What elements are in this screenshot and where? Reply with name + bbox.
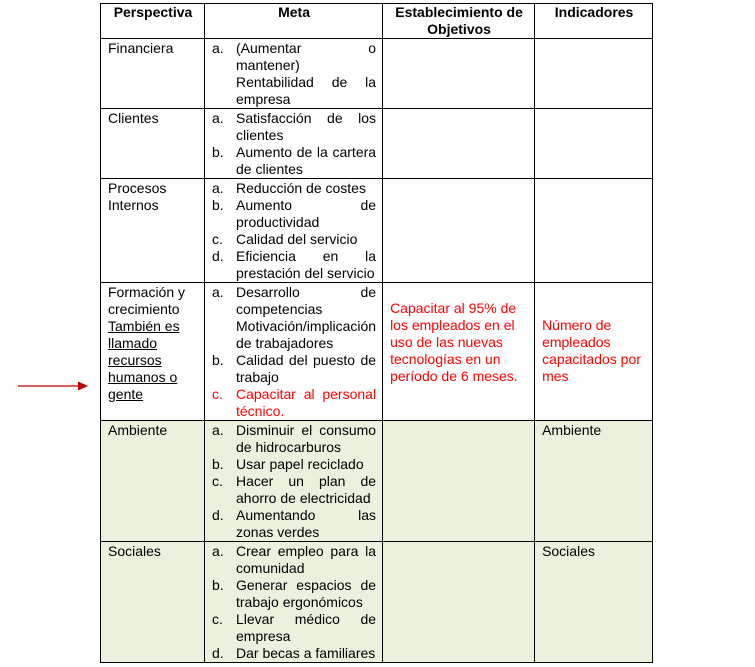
list-marker: d.: [212, 248, 224, 264]
list-marker: b.: [212, 144, 224, 160]
table-row: [101, 109, 653, 179]
list-item: [212, 180, 376, 197]
goal-text: Llevar médico de empresa: [236, 611, 377, 644]
perspective-note: También es llamado recursos humanos o gente: [108, 318, 180, 402]
goals-cell: [205, 179, 383, 283]
list-marker: a.: [212, 180, 224, 196]
objective-cell: [383, 421, 535, 542]
table-row: [101, 39, 653, 109]
goal-text: (Aumentar o mantener) Rentabilidad de la empresa: [236, 40, 377, 107]
perspective-label: Clientes: [108, 110, 159, 126]
perspective-label: Financiera: [108, 40, 174, 56]
goal-text: Aumento de productividad: [236, 197, 377, 230]
list-item: [212, 507, 376, 541]
list-marker: b.: [212, 197, 224, 213]
goals-list: [212, 180, 376, 282]
perspective-label: Procesos Internos: [108, 180, 167, 213]
perspective-cell: [101, 283, 205, 421]
list-item: [212, 577, 376, 611]
goal-text: Hacer un plan de ahorro de electricidad: [236, 473, 377, 506]
list-marker: c.: [212, 386, 223, 402]
goals-cell: [205, 39, 383, 109]
list-marker: c.: [212, 473, 223, 489]
perspective-label: Formación y crecimiento: [108, 284, 186, 317]
indicator-cell: Número de empleados capacitados por mes: [535, 283, 653, 421]
list-item: [212, 144, 376, 178]
goal-text: Crear empleo para la comunidad: [236, 543, 377, 576]
list-marker: c.: [212, 611, 223, 627]
list-marker: a.: [212, 110, 224, 126]
header-row: [101, 4, 653, 39]
header-objetivos: Establecimiento de Objetivos: [383, 4, 535, 39]
list-marker: d.: [212, 507, 224, 523]
balanced-scorecard-table: [100, 3, 653, 663]
perspective-cell: [101, 109, 205, 179]
goal-text: Satisfacción de los clientes: [236, 110, 377, 143]
list-item: [212, 284, 376, 352]
goals-list: [212, 543, 376, 662]
table-row: [101, 421, 653, 542]
list-marker: b.: [212, 456, 224, 472]
perspective-label: Sociales: [108, 543, 161, 559]
goal-text: Aumento de la cartera de clientes: [236, 144, 377, 177]
goals-list: [212, 284, 376, 420]
goal-text: Desarrollo de competencias Motivación/implicación de trabajadores: [236, 284, 377, 351]
goal-text: Eficiencia en la prestación del servicio: [236, 248, 377, 281]
list-item: [212, 611, 376, 645]
list-marker: a.: [212, 284, 224, 300]
objective-cell: [383, 109, 535, 179]
objective-cell: [383, 179, 535, 283]
list-item: [212, 110, 376, 144]
goal-text: Aumentando las zonas verdes: [236, 507, 377, 540]
list-item: [212, 248, 376, 282]
objective-cell: [383, 542, 535, 663]
goal-text: Calidad del servicio: [236, 231, 358, 247]
list-marker: d.: [212, 645, 224, 661]
goals-cell: [205, 421, 383, 542]
indicator-cell: Ambiente: [535, 421, 653, 542]
goal-text: Usar papel reciclado: [236, 456, 364, 472]
header-indicadores: Indicadores: [535, 4, 653, 39]
header-meta: Meta: [205, 4, 383, 39]
arrow-right-icon: [18, 380, 88, 392]
perspective-cell: [101, 179, 205, 283]
indicator-cell: Sociales: [535, 542, 653, 663]
goals-cell: [205, 109, 383, 179]
list-item: [212, 645, 376, 662]
indicator-cell: [535, 179, 653, 283]
goal-text: Dar becas a familiares: [236, 645, 376, 661]
perspective-cell: [101, 542, 205, 663]
objective-cell: [383, 39, 535, 109]
table-row: [101, 542, 653, 663]
goal-text-highlighted: Capacitar al personal técnico.: [236, 386, 377, 419]
goals-list: [212, 422, 376, 541]
list-item: [212, 386, 376, 420]
table-row: [101, 283, 653, 421]
list-marker: b.: [212, 577, 224, 593]
perspective-label: Ambiente: [108, 422, 168, 438]
goal-text: Calidad del puesto de trabajo: [236, 352, 377, 385]
list-marker: b.: [212, 352, 224, 368]
goals-list: [212, 110, 376, 178]
perspective-cell: [101, 421, 205, 542]
list-item: [212, 197, 376, 231]
list-item: [212, 422, 376, 456]
indicator-cell: [535, 109, 653, 179]
list-item: [212, 456, 376, 473]
header-perspectiva: Perspectiva: [101, 4, 205, 39]
goals-cell: [205, 542, 383, 663]
table-row: [101, 179, 653, 283]
goal-text: Reducción de costes: [236, 180, 366, 196]
list-item: [212, 231, 376, 248]
list-marker: a.: [212, 422, 224, 438]
list-marker: a.: [212, 543, 224, 559]
indicator-cell: [535, 39, 653, 109]
goal-text: Generar espacios de trabajo ergonómicos: [236, 577, 377, 610]
list-item: [212, 543, 376, 577]
list-item: [212, 473, 376, 507]
list-item: [212, 40, 376, 108]
goals-cell: [205, 283, 383, 421]
list-marker: c.: [212, 231, 223, 247]
perspective-cell: [101, 39, 205, 109]
list-marker: a.: [212, 40, 224, 56]
goals-list: [212, 40, 376, 108]
objective-cell: Capacitar al 95% de los empleados en el uso de las nuevas tecnologías en un período de 6 meses.: [383, 283, 535, 421]
list-item: [212, 352, 376, 386]
goal-text: Disminuir el consumo de hidrocarburos: [236, 422, 377, 455]
